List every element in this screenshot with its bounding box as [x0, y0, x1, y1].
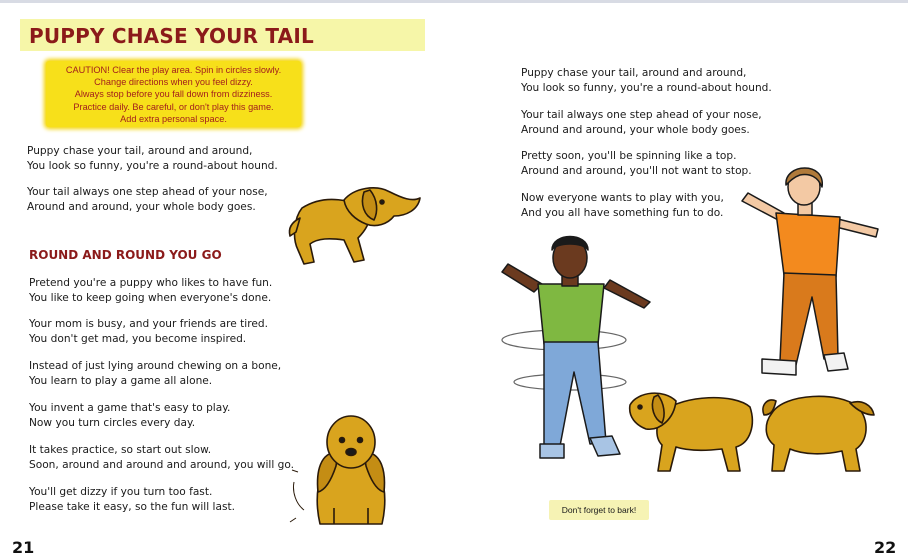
caution-line: CAUTION! Clear the play area. Spin in circles slowly.: [65, 65, 282, 75]
verse-line: You invent a game that's easy to play.: [29, 402, 231, 414]
verse-intro-2: [27, 185, 268, 214]
stanza: [29, 443, 294, 472]
verse-line: Pretty soon, you'll be spinning like a top.: [521, 150, 737, 162]
page-number-right: 22: [874, 538, 897, 557]
stanza: [29, 401, 230, 430]
verse-line: Please take it easy, so the fun will last.: [29, 500, 236, 513]
stanza: [521, 149, 752, 178]
verse-line: And you all have something fun to do.: [521, 206, 724, 219]
caution-line: Add extra personal space.: [120, 113, 227, 124]
verse-line: Soon, around and around and around, you will go.: [29, 458, 295, 471]
verse-line: Around and around, your whole body goes.: [521, 123, 750, 136]
verse-line: You look so funny, you're a round-about hound.: [521, 81, 772, 94]
verse-line: You'll get dizzy if you turn too fast.: [29, 486, 213, 498]
sitting-puppy-illustration: [290, 412, 410, 530]
title-banner: [20, 19, 425, 51]
verse-line: You don't get mad, you become inspired.: [29, 332, 247, 345]
dancing-girl-illustration: [740, 165, 885, 380]
verse-line: It takes practice, so start out slow.: [29, 444, 212, 456]
stanza: [29, 485, 235, 514]
caution-line: Change directions when you feel dizzy.: [94, 77, 253, 88]
verse-line: Your mom is busy, and your friends are tired.: [29, 318, 268, 330]
page-title: PUPPY CHASE YOUR TAIL: [29, 24, 314, 48]
verse-line: Puppy chase your tail, around and around,: [521, 67, 747, 79]
verse-line: Around and around, your whole body goes.: [27, 200, 256, 213]
verse-line: You look so funny, you're a round-about hound.: [27, 159, 278, 172]
verse-line: Pretend you're a puppy who likes to have fun.: [29, 277, 273, 289]
verse-line: Your tail always one step ahead of your nose,: [521, 109, 762, 121]
stanza: [521, 108, 762, 137]
verse-line: Your tail always one step ahead of your nose,: [27, 186, 268, 198]
stanza: [29, 276, 272, 305]
tip-label: Don't forget to bark!: [549, 500, 649, 520]
caution-line: Practice daily. Be careful, or don't play this game.: [73, 101, 274, 112]
verse-line: Now everyone wants to play with you,: [521, 192, 724, 204]
page-number-left: 21: [12, 538, 35, 557]
stanza: [521, 66, 772, 95]
verse-line: You like to keep going when everyone's done.: [29, 291, 272, 304]
verse-line: Puppy chase your tail, around and around,: [27, 145, 253, 157]
verse-line: Instead of just lying around chewing on a bone,: [29, 360, 282, 372]
verse-line: Around and around, you'll not want to stop.: [521, 164, 752, 177]
stanza: [29, 317, 268, 346]
verse-intro-1: [27, 144, 278, 173]
section-heading: ROUND AND ROUND YOU GO: [29, 248, 222, 262]
stanza: [29, 359, 281, 388]
caution-line: Always stop before you fall down from dizziness.: [74, 89, 273, 100]
verse-line: You learn to play a game all alone.: [29, 374, 213, 387]
verse-line: Now you turn circles every day.: [29, 416, 196, 429]
two-puppies-illustration: [624, 385, 879, 475]
caution-box: [46, 61, 301, 127]
stanza: [521, 191, 724, 220]
puppy-spinning-illustration: [284, 178, 424, 268]
